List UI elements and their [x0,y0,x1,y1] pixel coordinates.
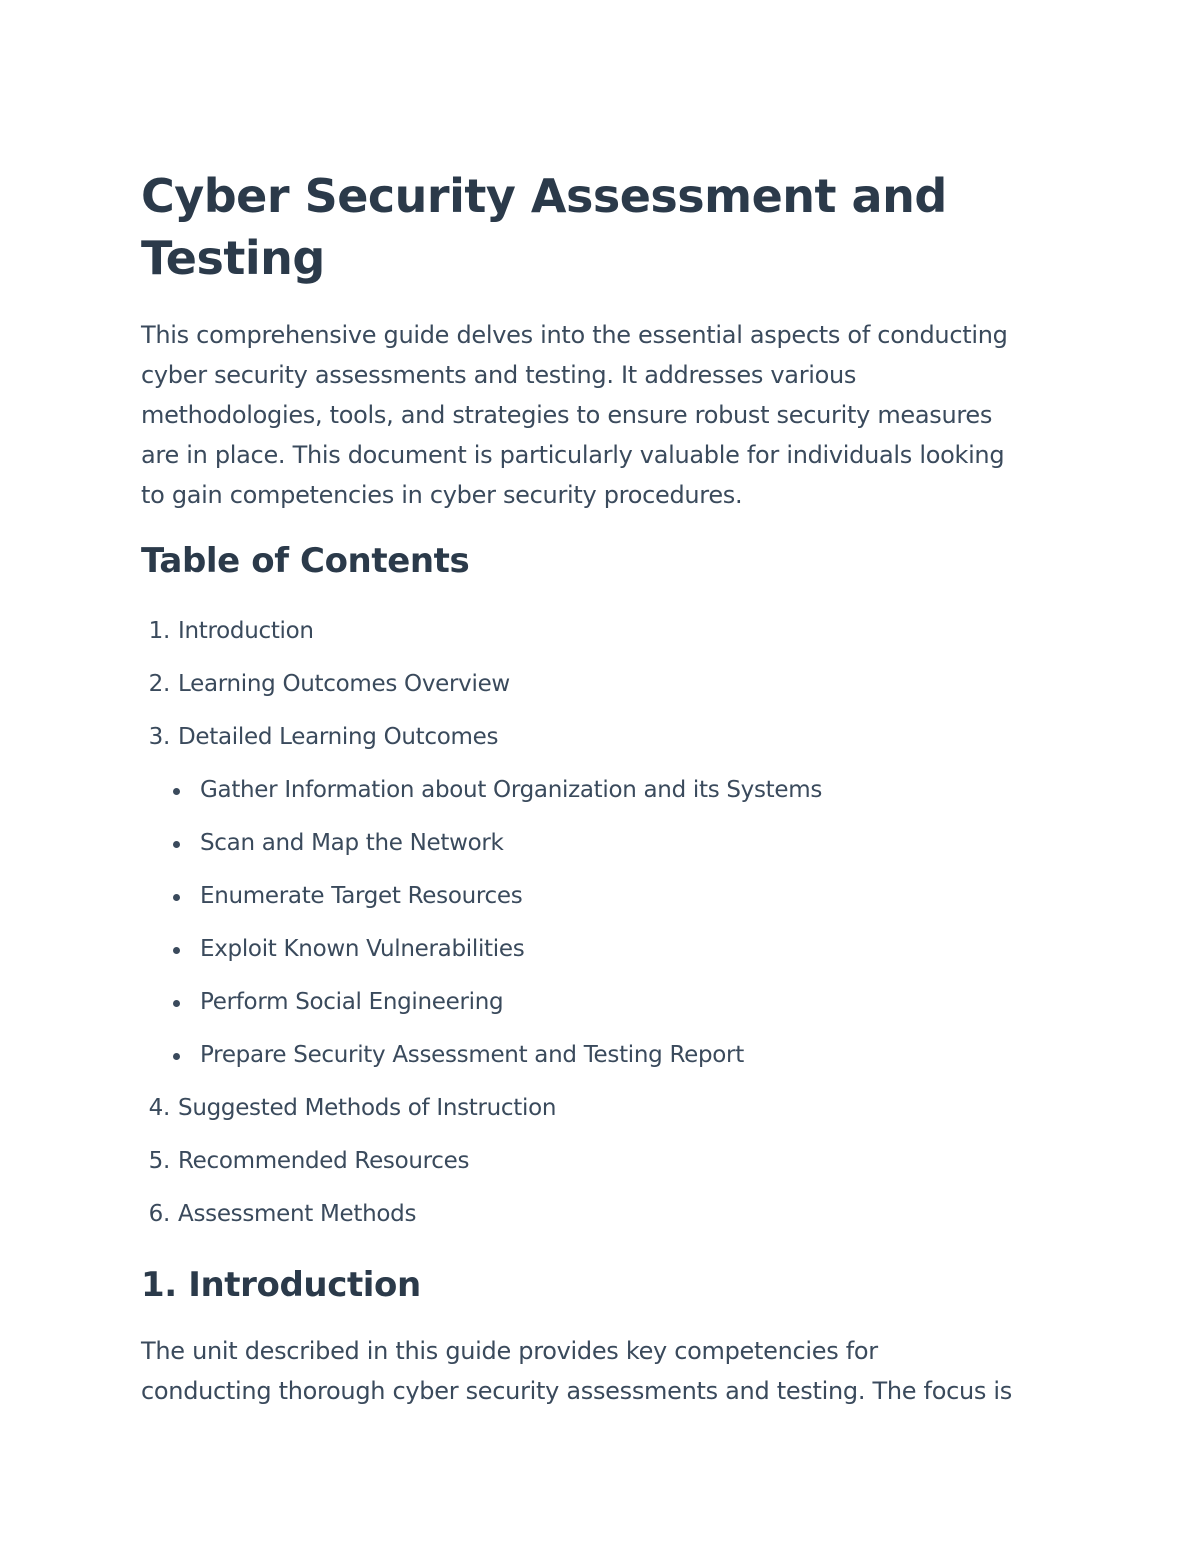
introduction-line: The unit described in this guide provides key competencies for [141,1337,878,1365]
toc-subitem-label: Gather Information about Organization and its Systems [200,777,823,803]
toc-item-suggested-methods[interactable] [141,1082,1071,1135]
toc-subitem[interactable] [141,764,1071,817]
document-title-line-1: Cyber Security Assessment and [141,169,947,223]
toc-subitem[interactable] [141,923,1071,976]
toc-item-number: 5. [148,1148,170,1174]
toc-heading: Table of Contents [141,541,470,581]
toc-subitem-label: Prepare Security Assessment and Testing Report [200,1042,744,1068]
bullet-icon [173,1053,180,1060]
toc-item-label: Introduction [178,618,314,644]
toc-item-assessment-methods[interactable] [141,1188,1071,1241]
intro-line: are in place. This document is particularly valuable for individuals looking [141,441,1005,469]
introduction-line: conducting thorough cyber security assessments and testing. The focus is [141,1377,1012,1405]
document-content [141,165,1071,1411]
toc-item-number: 4. [148,1095,170,1121]
toc-item-label: Suggested Methods of Instruction [178,1095,557,1121]
toc-item-number: 6. [148,1201,170,1227]
toc-subitem[interactable] [141,1029,1071,1082]
toc-subitem[interactable] [141,870,1071,923]
toc-item-recommended-resources[interactable] [141,1135,1071,1188]
toc-subitem[interactable] [141,976,1071,1029]
intro-line: to gain competencies in cyber security procedures. [141,481,743,509]
toc-subitem-label: Scan and Map the Network [200,830,504,856]
toc-subitems [141,764,1071,1082]
toc-item-number: 3. [148,724,170,750]
toc-item-number: 2. [148,671,170,697]
toc-item-label: Learning Outcomes Overview [178,671,510,697]
intro-paragraph [141,315,1071,515]
toc-subitem-label: Enumerate Target Resources [200,883,523,909]
intro-line: cyber security assessments and testing. It addresses various [141,361,857,389]
toc-item-label: Recommended Resources [178,1148,470,1174]
toc-subitem-label: Perform Social Engineering [200,989,504,1015]
bullet-icon [173,947,180,954]
toc-item-label: Assessment Methods [178,1201,417,1227]
toc-subitem[interactable] [141,817,1071,870]
bullet-icon [173,894,180,901]
intro-line: This comprehensive guide delves into the essential aspects of conducting [141,321,1008,349]
table-of-contents [141,605,1071,1241]
introduction-paragraph [141,1331,1071,1411]
document-title [141,165,1071,289]
document-title-line-2: Testing [141,231,325,285]
bullet-icon [173,1000,180,1007]
toc-item-introduction[interactable] [141,605,1071,658]
bullet-icon [173,841,180,848]
toc-item-number: 1. [148,618,170,644]
intro-line: methodologies, tools, and strategies to ensure robust security measures [141,401,993,429]
toc-item-label: Detailed Learning Outcomes [178,724,499,750]
bullet-icon [173,788,180,795]
toc-subitem-label: Exploit Known Vulnerabilities [200,936,525,962]
section-heading-introduction: 1. Introduction [141,1265,421,1305]
toc-item-detailed-learning-outcomes[interactable] [141,711,1071,1082]
toc-item-learning-outcomes-overview[interactable] [141,658,1071,711]
